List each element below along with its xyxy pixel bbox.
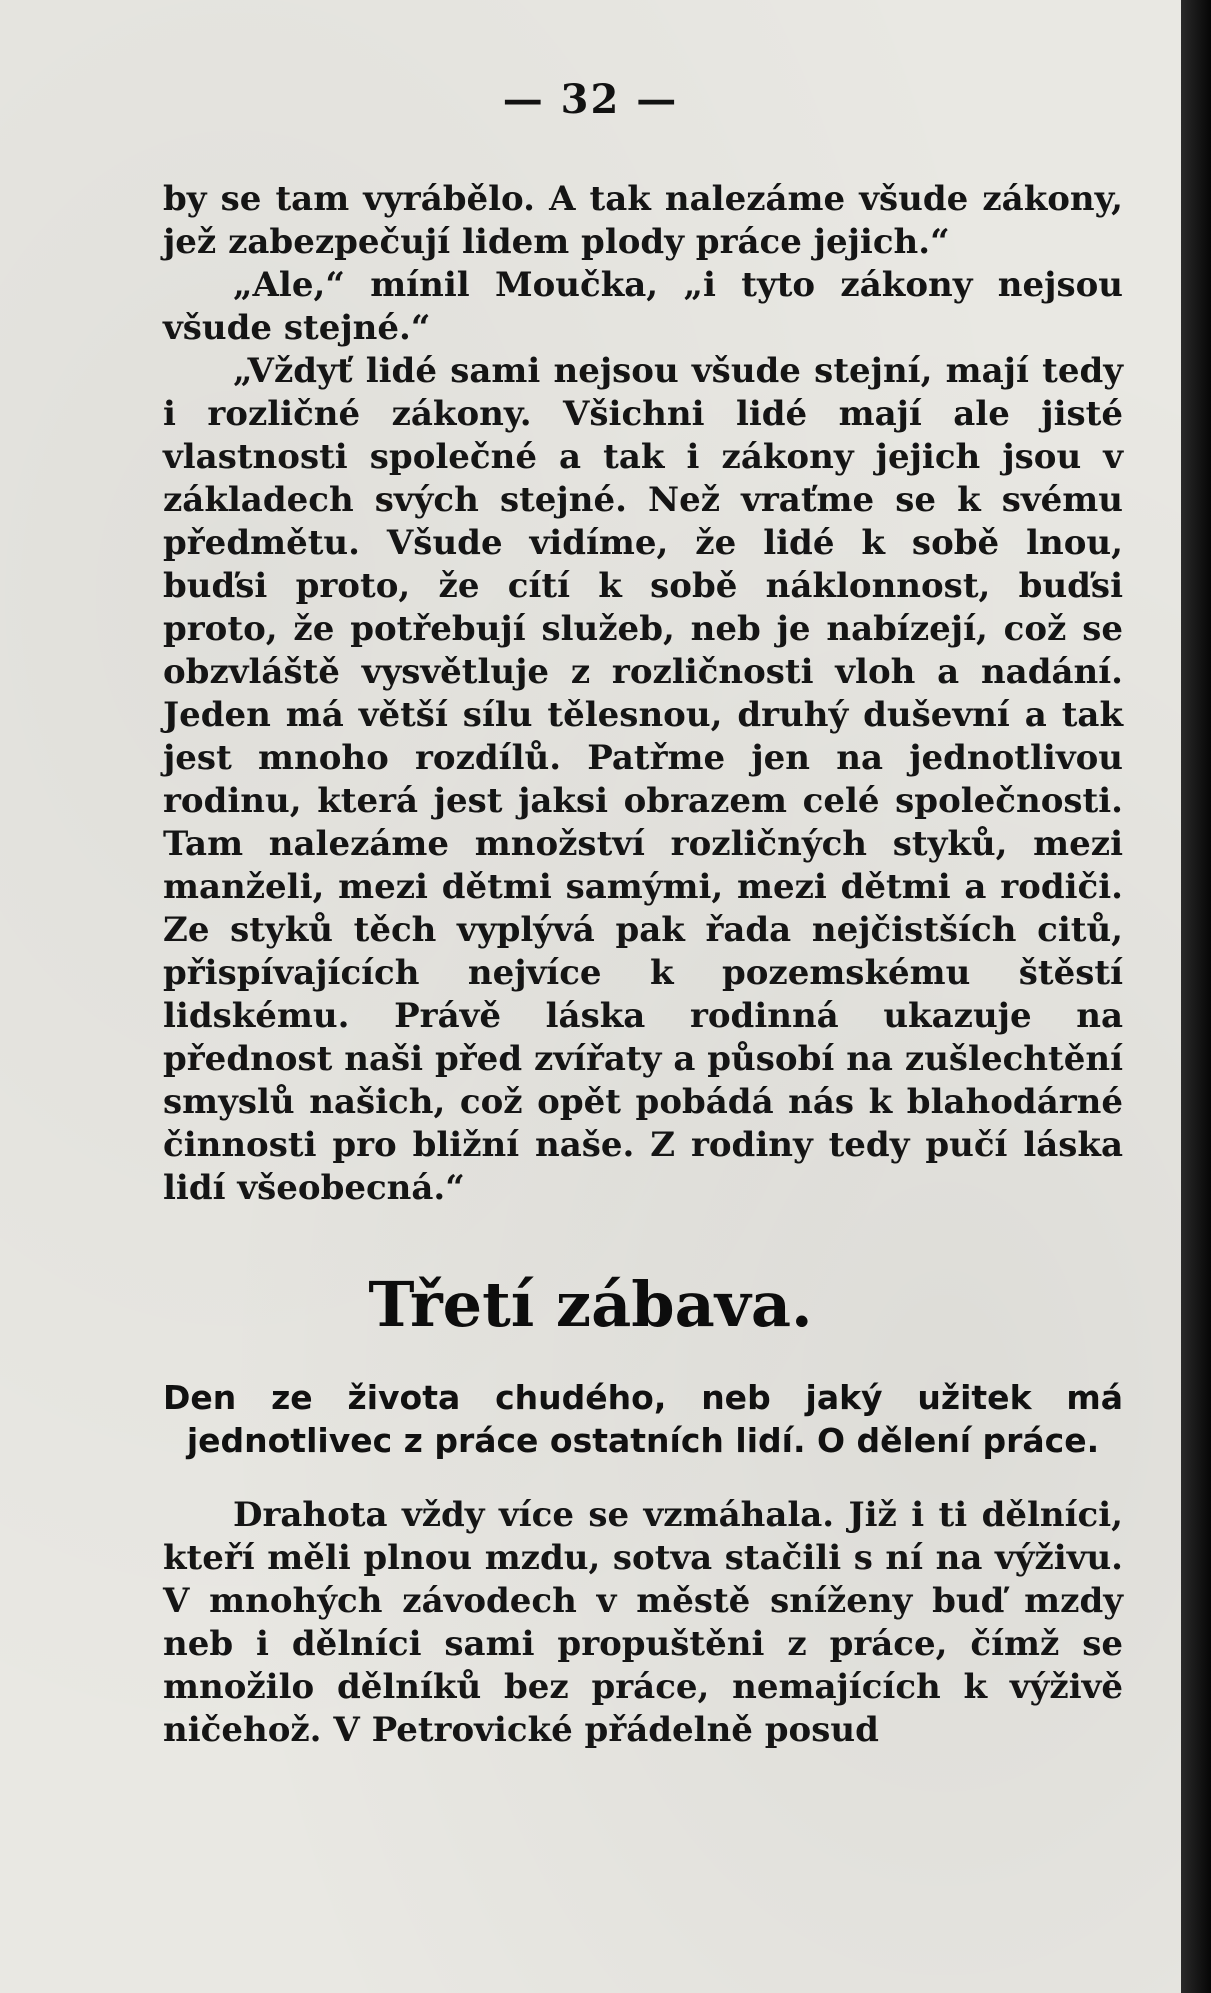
paragraph-1: by se tam vyrábělo. A tak nalezáme všude zákony, jež zabezpečují lidem plody práce jejich.“ [163, 179, 1123, 262]
chapter-paragraph-1: Drahota vždy více se vzmáhala. Již i ti dělníci, kteří měli plnou mzdu, sotva stačili s ní na výživu. V mnohých závodech v městě sníženy buď mzdy neb i dělníci sami propuštěni z práce, čímž se množilo dělníků bez práce, nemajících k výživě ničehož. V Petrovické přádelně posud [163, 1495, 1123, 1750]
chapter-body-text [163, 1494, 1123, 1752]
chapter-title: Třetí zábava. [368, 1268, 813, 1341]
chapter-subtitle: Den ze života chudého, neb jaký užitek má jednotlivec z práce ostatních lidí. O dělení práce. [163, 1378, 1123, 1460]
page-edge-shadow [1181, 0, 1211, 1993]
page-number: — 32 — [502, 76, 679, 123]
body-text [163, 178, 1123, 1210]
paragraph-3: „Vždyť lidé sami nejsou všude stejní, mají tedy i rozličné zákony. Všichni lidé mají ale jisté vlastnosti společné a tak i zákony jejich jsou v základech svých stejné. Než vraťme se k svému předmětu. Všude vidíme, že lidé k sobě lnou, buďsi proto, že cítí k sobě náklonnost, buďsi proto, že potřebují služeb, neb je nabízejí, což se obzvláště vysvětluje z rozličnosti vloh a nadání. Jeden má větší sílu tělesnou, druhý duševní a tak jest mnoho rozdílů. Patřme jen na jednotlivou rodinu, která jest jaksi obrazem celé společnosti. Tam nalezáme množství rozličných styků, mezi manželi, mezi dětmi samými, mezi dětmi a rodiči. Ze styků těch vyplývá pak řada nejčistších citů, přispívajících nejvíce k pozemskému štěstí lidskému. Právě láska rodinná ukazuje na přednost naši před zvířaty a působí na zušlechtění smyslů našich, což opět pobádá nás k blahodárné činnosti pro bližní naše. Z rodiny tedy pučí láska lidí všeobecná.“ [163, 351, 1123, 1208]
paragraph-2: „Ale,“ mínil Moučka, „i tyto zákony nejsou všude stejné.“ [163, 265, 1123, 348]
